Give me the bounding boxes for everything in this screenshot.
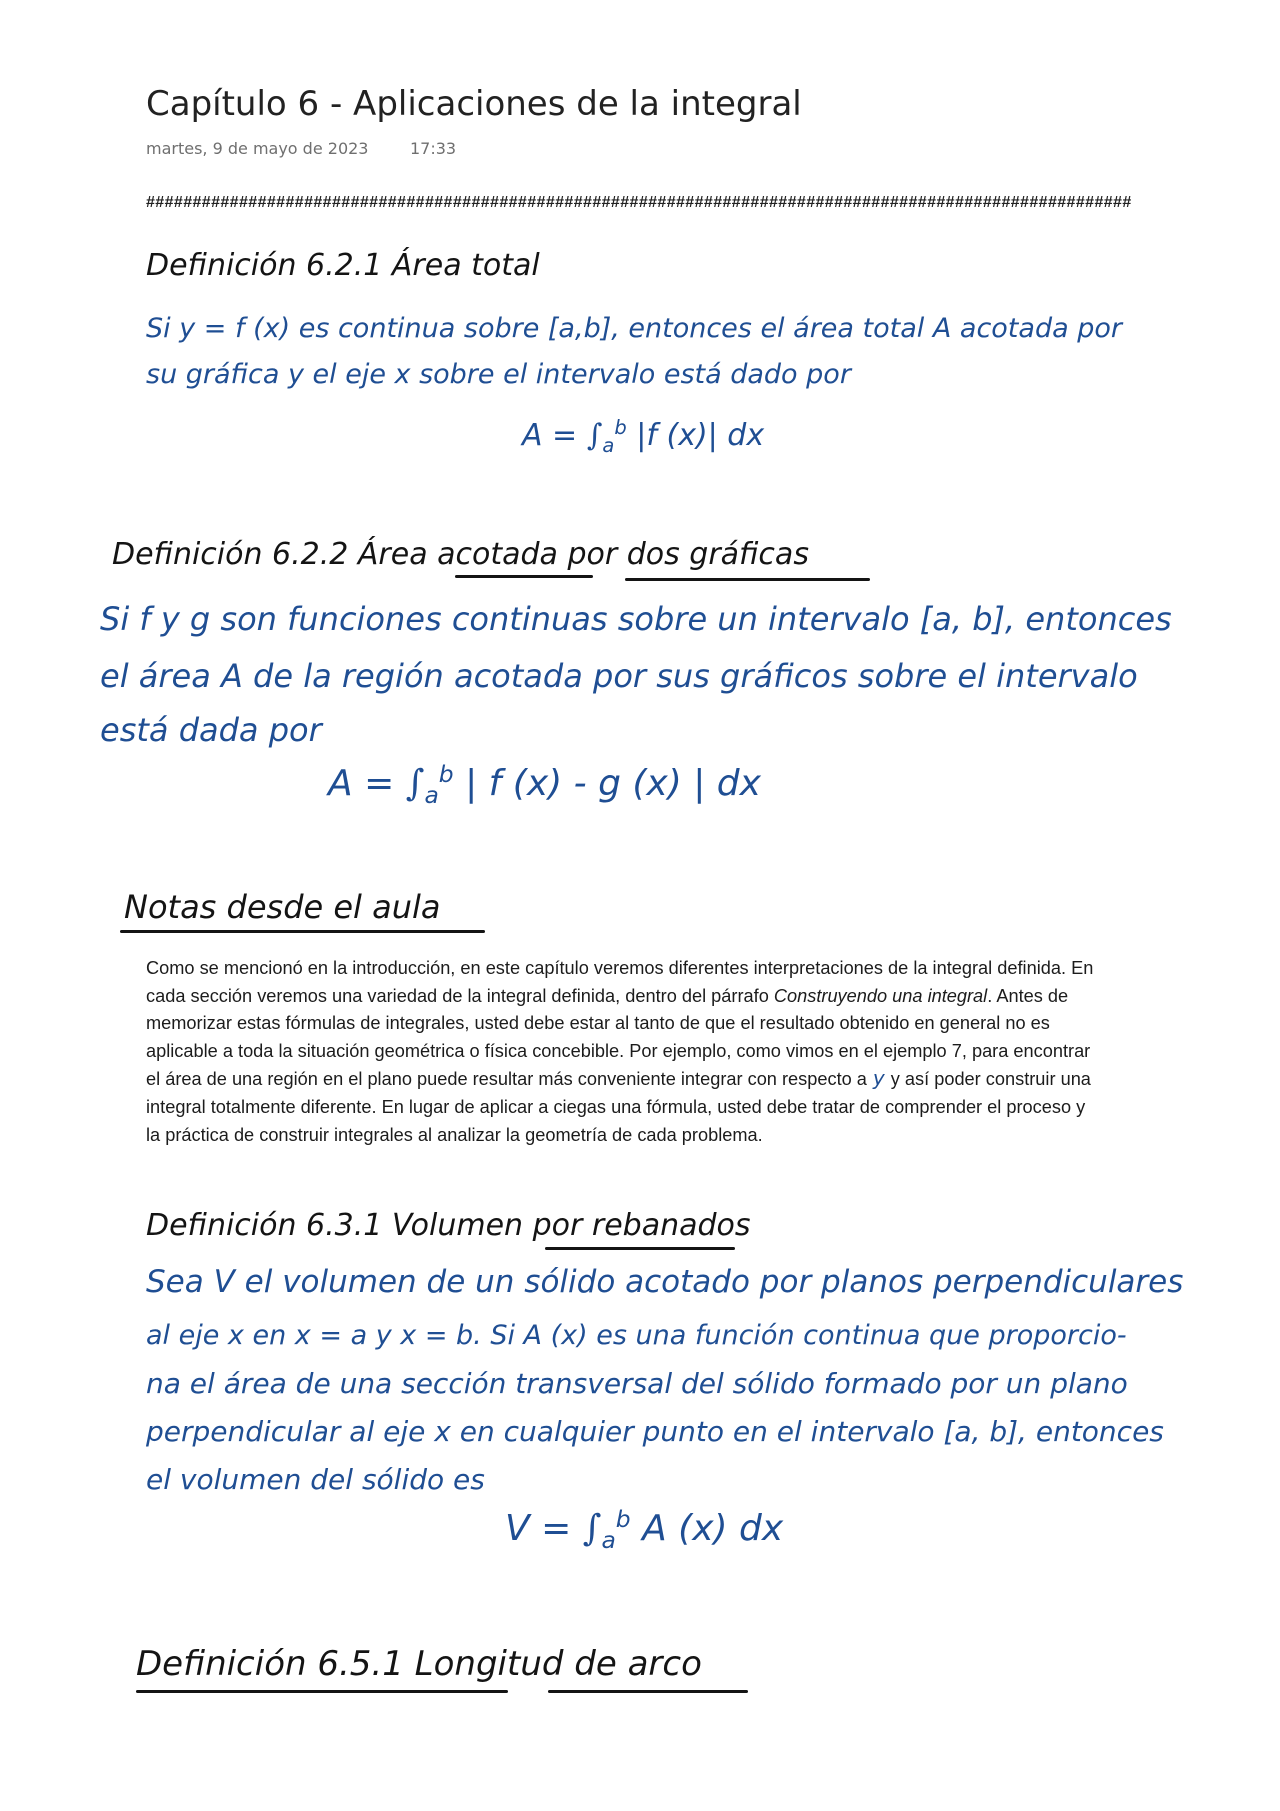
definition-6-3-1-line-3: na el área de una sección transversal del sólido formado por un plano	[146, 1367, 1128, 1400]
hash-separator: ##########################################################################################################	[146, 194, 1132, 211]
formula-lower-limit: a	[424, 781, 439, 810]
heading-underline	[136, 1690, 508, 1693]
formula-integrand: |f (x)| dx	[636, 418, 765, 453]
formula-upper-limit: b	[614, 416, 627, 439]
formula-upper-limit: b	[615, 1505, 631, 1533]
notes-heading: Notas desde el aula	[124, 888, 441, 926]
formula-lower-limit: a	[602, 434, 615, 457]
heading-underline	[545, 1247, 735, 1250]
formula-lhs: A =	[522, 418, 578, 453]
definition-6-2-2-line-3: está dada por	[100, 711, 322, 749]
notes-text-1: Como se mencionó en la introducción, en este capítulo veremos diferentes interpretaciones de la integral definida. En cada sección veremos una variedad de la integral definida, dentro del párrafo	[146, 958, 1094, 1006]
definition-6-3-1-line-5: el volumen del sólido es	[146, 1463, 485, 1496]
definition-6-2-1-formula	[522, 416, 764, 457]
page-time: 17:33	[410, 139, 457, 158]
heading-underline	[548, 1690, 748, 1693]
definition-6-3-1-line-4: perpendicular al eje x en cualquier punto en el intervalo [a, b], entonces	[146, 1415, 1164, 1448]
formula-integrand: A (x) dx	[642, 1508, 784, 1549]
formula-upper-limit: b	[438, 760, 454, 788]
page-date: martes, 9 de mayo de 2023	[146, 139, 369, 158]
page-title: Capítulo 6 - Aplicaciones de la integral	[146, 84, 802, 124]
integral-sign: ∫	[586, 418, 603, 453]
formula-lower-limit: a	[601, 1526, 616, 1555]
definition-6-2-1-line-2: su gráfica y el eje x sobre el intervalo está dado por	[146, 359, 851, 390]
notes-italic: Construyendo una integral	[773, 985, 988, 1006]
notes-text-3: y así poder construir una integral totalmente diferente. En lugar de aplicar a ciegas una fórmula, usted debe tratar de comprender el proceso y la práctica de construir integrales al analizar la geometría de cada problema.	[146, 1069, 1091, 1145]
definition-6-2-2-formula	[328, 760, 761, 809]
definition-6-3-1-heading: Definición 6.3.1 Volumen por rebanados	[146, 1208, 751, 1243]
heading-underline	[625, 578, 870, 581]
definition-6-2-2-heading: Definición 6.2.2 Área acotada por dos gráficas	[112, 537, 809, 572]
definition-6-3-1-line-1: Sea V el volumen de un sólido acotado por planos perpendiculares	[146, 1264, 1184, 1300]
heading-underline	[120, 930, 485, 933]
formula-integrand: | f (x) - g (x) | dx	[465, 763, 761, 804]
formula-lhs: A =	[328, 763, 395, 804]
definition-6-2-2-line-2: el área A de la región acotada por sus gráficos sobre el intervalo	[100, 657, 1138, 695]
definition-6-5-1-heading: Definición 6.5.1 Longitud de arco	[136, 1644, 702, 1684]
formula-lhs: V =	[505, 1508, 572, 1549]
definition-6-3-1-line-2: al eje x en x = a y x = b. Si A (x) es una función continua que proporcio-	[146, 1320, 1127, 1351]
definition-6-2-2-line-1: Si f y g son funciones continuas sobre un intervalo [a, b], entonces	[100, 600, 1172, 638]
definition-6-2-1-line-1: Si y = f (x) es continua sobre [a,b], entonces el área total A acotada por	[146, 313, 1122, 344]
notes-text-2: . Antes de memorizar estas fórmulas de integrales, usted debe estar al tanto de que el resultado obtenido en general no es aplicable a toda la situación geométrica o física concebible. Por ejemplo, como vimos en el ejemplo 7, para encontrar el área de una región en el plano puede resultar más conveniente integrar con respecto a	[146, 985, 1091, 1090]
integral-sign: ∫	[582, 1508, 602, 1549]
integral-sign: ∫	[405, 763, 425, 804]
notes-paragraph	[146, 955, 1096, 1149]
definition-6-3-1-formula	[505, 1505, 783, 1554]
definition-6-2-1-heading: Definición 6.2.1 Área total	[146, 248, 540, 283]
handwritten-y: y	[872, 1066, 885, 1091]
heading-underline	[455, 575, 593, 578]
